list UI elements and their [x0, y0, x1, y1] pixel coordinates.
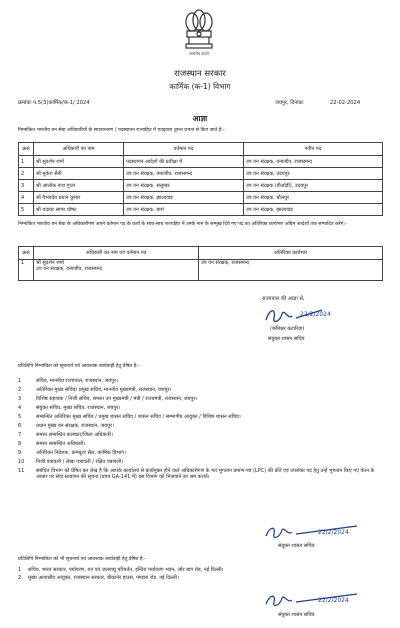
cell-name: श्री यदावर सागर घोषट — [34, 204, 124, 216]
list-item-text: सम्बन्धित अतिरिक्त मुख्य सचिव / प्रमुख शासन सचिव / शासन सचिव / सम्भागीय आयुक्त / विशिष्ठ शासन सचिव। — [36, 414, 241, 420]
signatory-name: (कमिश्नर कटारिया) — [270, 326, 305, 332]
list-item — [18, 387, 381, 393]
reference-number: क्रमांकः प.5(3)कार्मिक/क-1/ 2024 — [18, 100, 90, 106]
list-item — [18, 414, 381, 420]
svg-text:सत्यमेव जयते: सत्यमेव जयते — [189, 51, 209, 56]
table-row — [19, 204, 383, 216]
list-item-text: विशिष्ठ सहायक / निजी सचिव, समस्त उप मुख्यमंत्री / मंत्री / राज्यमंत्री, राजस्थान, जयपुर। — [36, 396, 198, 402]
order-authority-line: राज्यपाल की आज्ञा से, — [262, 296, 305, 302]
signatory-designation: संयुक्त शासन सचिव — [278, 612, 315, 618]
table-row — [19, 156, 383, 168]
additional-charge-table — [18, 246, 383, 281]
signatory-designation: संयुक्त शासन सचिव — [278, 543, 315, 549]
col-header-current-post: वर्तमान पद — [124, 143, 244, 156]
col-header-serial: क्रसं — [19, 247, 34, 260]
list-item — [18, 567, 223, 573]
cell-name: श्री मुकेश सैनी — [34, 168, 124, 180]
list-item-number: 9 — [18, 450, 22, 456]
list-item-number: 2 — [18, 575, 22, 581]
list-item-number: 10 — [18, 459, 25, 465]
cell-serial: 1 — [19, 156, 34, 168]
signature-image — [262, 522, 362, 542]
list-item-number: 7 — [18, 432, 22, 438]
list-item-text: प्रधान मुख्य वन संरक्षक, राजस्थान, जयपुर। — [36, 423, 114, 429]
list-item — [18, 432, 381, 438]
cell-name: श्री सुदर्शन शर्मा — [34, 156, 124, 168]
list-item — [18, 450, 381, 456]
cell-current-post: उप वन संरक्षक, बारां — [124, 204, 244, 216]
signatory-designation: संयुक्त शासन सचिव — [268, 336, 305, 342]
list-item-number: 1 — [18, 567, 22, 573]
list-item-number: 4 — [18, 405, 22, 411]
list-item-number: 6 — [18, 423, 22, 429]
list-item-number: 11 — [18, 468, 25, 474]
officer-current-post: उप वन संरक्षक, वन्यजीव, राजसमन्द — [36, 266, 103, 272]
col-header-additional-charge: अतिरिक्त कार्यभार — [199, 247, 383, 260]
cell-current-post: उप वन संरक्षक, झालावाड़ — [124, 192, 244, 204]
col-header-serial: क्रसं — [19, 143, 34, 156]
signature-image — [262, 304, 332, 328]
cell-new-post: उप वन संरक्षक, झालावाड़ — [244, 204, 383, 216]
col-header-name: अधिकारी का नाम — [34, 143, 124, 156]
intro-transfers: निम्नांकित भारतीय वन सेवा अधिकारियों के स्थानान्तरण / पदस्थापन राज्यहित में एतद्द्वारा तुरन्त प्रभाव से किए जाते है:- — [18, 128, 225, 133]
list-item — [18, 423, 381, 429]
dept-title: कार्मिक (क-1) विभाग — [169, 82, 231, 91]
list-item — [18, 378, 381, 384]
list-item-number: 3 — [18, 396, 22, 402]
intro-additional-charge: निम्नांकित भारतीय वन सेवा के अधिकारीगण अपने वर्तमान पद के कार्य के साथ-साथ राज्यहित में उनके नाम के सम्मुख दिये गए पद का अतिरिक्त कार्यभार अग्रिम आदेशों तक सम्पादित करेंगे:- — [18, 222, 347, 227]
cell-new-post: उप वन संरक्षक, वन्यजीव, राजसमन्द — [244, 156, 383, 168]
signature-date: 22/2/2024 — [318, 597, 349, 604]
cell-serial: 5 — [19, 204, 34, 216]
cell-additional-charge: उप वन संरक्षक, राजसमन्द — [199, 260, 383, 281]
list-item — [18, 459, 381, 465]
list-item-text: अतिरिक्त निदेशक, कम्प्यूटर सैल, कार्मिक विभाग। — [36, 450, 126, 456]
table-row — [19, 260, 383, 281]
copy-intro: प्रतिलिपि निम्नांकित को सूचनार्थ एवं आवश्यक कार्यवाही हेतु प्रेषित है:- — [18, 364, 140, 369]
cell-current-post: उप वन संरक्षक, वन्यजीव, राजसमन्द — [124, 168, 244, 180]
cell-new-post: उप वन संरक्षक (डीओडी), उदयपुर — [244, 180, 383, 192]
cell-new-post: उप वन संरक्षक, धौलपुर — [244, 192, 383, 204]
list-item-text: अतिरिक्त मुख्य सचिव/ प्रमुख सचिव, माननीय मुख्यमंत्री, राजस्थान, जयपुर। — [36, 387, 172, 393]
list-item-text: निजी पत्रावली / लेखा पत्रावली / रक्षित पत्रावली। — [36, 459, 124, 465]
list-item — [18, 405, 381, 411]
col-header-name-post: अधिकारी का नाम एवं वर्तमान पद — [34, 247, 199, 260]
cell-serial: 2 — [19, 168, 34, 180]
cell-serial: 3 — [19, 180, 34, 192]
list-item — [18, 468, 381, 480]
order-date: 22-02-2024 — [330, 100, 361, 106]
copy-recipients-list — [18, 378, 381, 483]
cell-name: श्री वैभवदेव प्रधान कुमार — [34, 192, 124, 204]
state-emblem-icon — [182, 8, 216, 58]
col-header-new-post: नवीन पद — [244, 143, 383, 156]
list-item — [18, 575, 223, 581]
list-item-text: संबंधित विभाग को प्रेषित कर लेख है कि आपके कार्यालय से कार्यमुक्त होने वाले अधिकारीगण के गत भुगतान प्रमाण-पत्र (LPC) की प्रति एवं उपरोक्त पद हेतु उन्हें भुगतान किए गए वेतन के आधार पर सेवा सत्यापन की सूचना (प्रपत्र GA-141 में) इस विभाग को भिजवाने का श्रम करावें। — [36, 468, 375, 480]
transfer-table — [18, 142, 383, 216]
officer-name: श्री सुदर्शन शर्मा — [36, 260, 64, 266]
list-item — [18, 396, 381, 402]
table-row — [19, 168, 383, 180]
table-row — [19, 192, 383, 204]
signature-date: 22/2/2024 — [318, 529, 349, 536]
cell-current-post: उप वन संरक्षक, सलुम्बर — [124, 180, 244, 192]
signature-image — [262, 590, 362, 610]
cell-serial: 4 — [19, 192, 34, 204]
list-item-text: समस्त सम्बन्धित अधिकारी। — [36, 441, 86, 447]
order-title: आज्ञा — [192, 114, 208, 123]
cell-name: श्री आलोक नाथ गुप्ता — [34, 180, 124, 192]
cell-new-post: उप वन संरक्षक, उदयपुर — [244, 168, 383, 180]
list-item — [18, 441, 381, 447]
cell-current-post: पदस्थापन आदेशों की प्रतीक्षा में — [124, 156, 244, 168]
list-item-text: सचिव, माननीय राज्यपाल, राजस्थान, जयपुर। — [36, 378, 118, 384]
copy2-recipients-list — [18, 567, 223, 583]
list-item-number: 5 — [18, 414, 22, 420]
list-item-number: 2 — [18, 387, 22, 393]
cell-name-post — [34, 260, 199, 281]
signature-date: 22/2/2024 — [300, 311, 331, 318]
list-item-text: सचिव, भारत सरकार, पर्यावरण, वन एवं जलवायु परिवर्तन, इन्दिरा पर्यावरण भवन, जोर बाग रोड, नई दिल्ली। — [28, 567, 224, 573]
list-item-number: 1 — [18, 378, 22, 384]
cell-serial: 1 — [19, 260, 34, 281]
table-row — [19, 180, 383, 192]
list-item-text: मुख्य आवासीय आयुक्त, राजस्थान सरकार, बीकानेर हाउस, पण्डारा रोड, नई दिल्ली। — [28, 575, 179, 581]
list-item-text: समस्त सम्बन्धित कलक्टर/जिला अधिकारी। — [36, 432, 113, 438]
copy2-intro: प्रतिलिपि निम्नांकित को भी सूचनार्थ एवं आवश्यक कार्यवाही हेतु प्रेषित है:- — [18, 557, 146, 562]
org-title: राजस्थान सरकार — [174, 69, 226, 79]
place-date-label: जयपुर, दिनांकः — [275, 100, 304, 106]
list-item-number: 8 — [18, 441, 22, 447]
list-item-text: संयुक्त सचिव, मुख्य सचिव, राजस्थान, जयपुर। — [36, 405, 121, 411]
